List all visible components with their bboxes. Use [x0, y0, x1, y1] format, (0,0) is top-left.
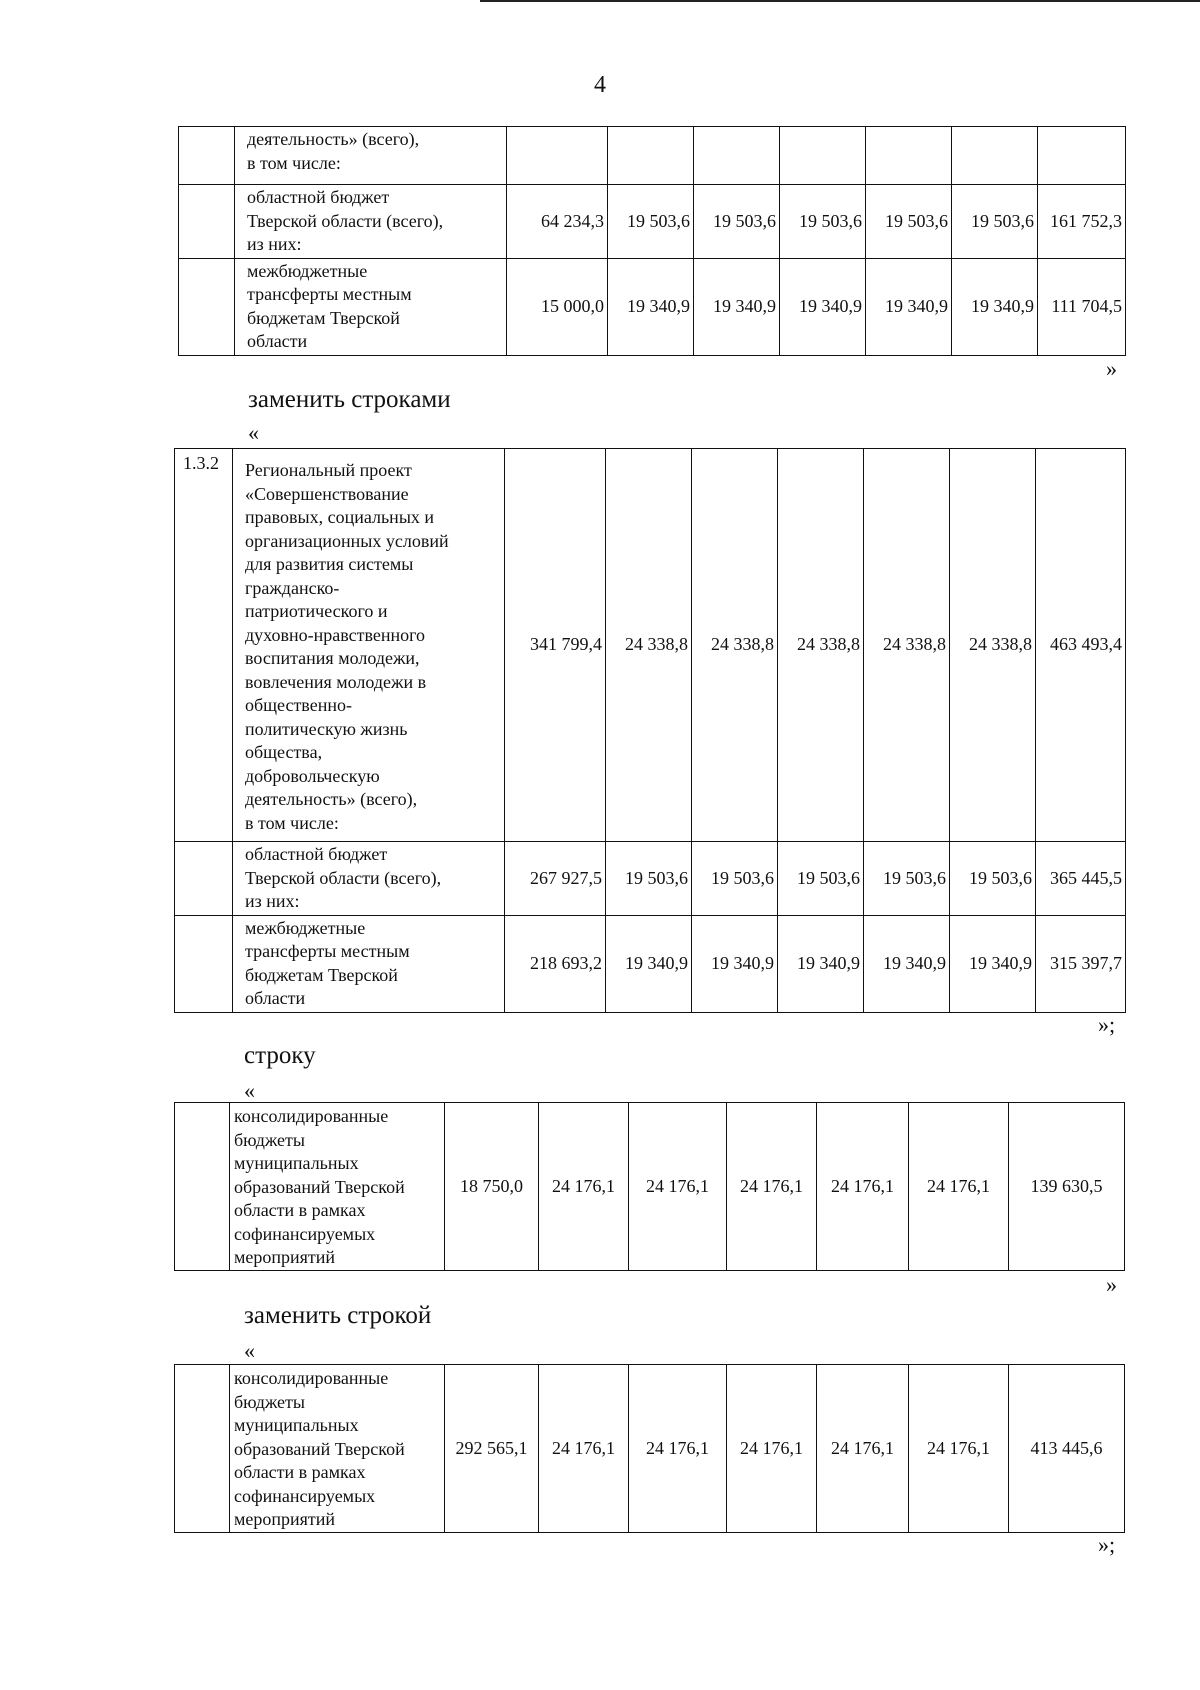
budget-table-replacement-row [174, 1364, 1125, 1533]
value-cell: 19 340,9 [692, 915, 778, 1012]
row-label: Региональный проект «Совершенствование правовых, социальных и организационных условий для развития системы гражданско- патриотического и духовно-нравственного воспитания молодежи, вовлечения молодежи в общественно- политическую жизнь общества, добровольческую деятельность» (всего), в том числе: [233, 449, 505, 842]
closing-quote: » [1106, 356, 1117, 381]
opening-quote: « [244, 1338, 255, 1363]
value-cell: 365 445,5 [1036, 842, 1126, 916]
row-code: 1.3.2 [175, 449, 233, 842]
row-code [175, 1103, 230, 1271]
value-cell: 315 397,7 [1036, 915, 1126, 1012]
value-cell: 111 704,5 [1038, 258, 1126, 355]
closing-quote: »; [1098, 1532, 1116, 1557]
value-cell: 19 340,9 [952, 258, 1038, 355]
value-cell: 19 503,6 [608, 185, 694, 259]
value-cell: 19 340,9 [608, 258, 694, 355]
value-cell: 19 340,9 [866, 258, 952, 355]
instruction-label: строку [244, 1042, 316, 1069]
value-cell: 19 503,6 [950, 842, 1036, 916]
page-number: 4 [594, 72, 606, 98]
value-cell: 24 338,8 [950, 449, 1036, 842]
row-code [175, 842, 233, 916]
value-cell: 341 799,4 [505, 449, 606, 842]
value-cell: 218 693,2 [505, 915, 606, 1012]
value-cell: 24 176,1 [629, 1103, 727, 1271]
row-label: областной бюджет Тверской области (всего), из них: [233, 842, 505, 916]
row-label: областной бюджет Тверской области (всего), из них: [235, 185, 507, 259]
value-cell: 24 176,1 [539, 1365, 629, 1533]
value-cell: 463 493,4 [1036, 449, 1126, 842]
value-cell [507, 127, 608, 185]
budget-table-replacement-rows [174, 448, 1126, 1013]
row-label: межбюджетные трансферты местным бюджетам Тверской области [235, 258, 507, 355]
value-cell: 292 565,1 [445, 1365, 539, 1533]
value-cell [780, 127, 866, 185]
budget-table-original-row [174, 1102, 1125, 1271]
value-cell: 24 176,1 [909, 1103, 1009, 1271]
value-cell: 161 752,3 [1038, 185, 1126, 259]
value-cell: 19 503,6 [778, 842, 864, 916]
value-cell [1038, 127, 1126, 185]
opening-quote: « [244, 1078, 255, 1103]
value-cell: 19 340,9 [778, 915, 864, 1012]
value-cell: 413 445,6 [1009, 1365, 1125, 1533]
value-cell: 19 340,9 [950, 915, 1036, 1012]
value-cell: 24 176,1 [817, 1103, 909, 1271]
value-cell: 18 750,0 [445, 1103, 539, 1271]
closing-quote: » [1106, 1272, 1117, 1297]
value-cell: 19 503,6 [780, 185, 866, 259]
value-cell: 19 340,9 [606, 915, 692, 1012]
value-cell: 24 338,8 [606, 449, 692, 842]
instruction-label: заменить строками [248, 386, 451, 413]
top-border-line [480, 0, 1200, 2]
value-cell: 24 338,8 [692, 449, 778, 842]
value-cell: 24 176,1 [539, 1103, 629, 1271]
opening-quote: « [248, 420, 259, 445]
value-cell [866, 127, 952, 185]
value-cell: 139 630,5 [1009, 1103, 1125, 1271]
row-code [175, 1365, 230, 1533]
value-cell: 19 503,6 [694, 185, 780, 259]
value-cell [608, 127, 694, 185]
value-cell: 24 176,1 [909, 1365, 1009, 1533]
row-label: консолидированные бюджеты муниципальных образований Тверской области в рамках софинансируемых мероприятий [230, 1365, 445, 1533]
value-cell: 24 176,1 [817, 1365, 909, 1533]
value-cell: 19 503,6 [864, 842, 950, 916]
value-cell: 24 338,8 [864, 449, 950, 842]
value-cell: 24 176,1 [629, 1365, 727, 1533]
value-cell: 267 927,5 [505, 842, 606, 916]
closing-quote: »; [1098, 1012, 1116, 1037]
value-cell: 19 340,9 [864, 915, 950, 1012]
value-cell: 24 176,1 [727, 1365, 817, 1533]
value-cell [952, 127, 1038, 185]
row-code [175, 915, 233, 1012]
value-cell: 64 234,3 [507, 185, 608, 259]
value-cell: 19 503,6 [692, 842, 778, 916]
instruction-label: заменить строкой [244, 1302, 432, 1329]
value-cell: 24 176,1 [727, 1103, 817, 1271]
row-code [179, 258, 235, 355]
row-code [179, 127, 235, 185]
value-cell: 19 340,9 [780, 258, 866, 355]
value-cell: 19 503,6 [952, 185, 1038, 259]
row-label: консолидированные бюджеты муниципальных образований Тверской области в рамках софинансируемых мероприятий [230, 1103, 445, 1271]
value-cell: 19 340,9 [694, 258, 780, 355]
value-cell [694, 127, 780, 185]
row-label: межбюджетные трансферты местным бюджетам Тверской области [233, 915, 505, 1012]
value-cell: 19 503,6 [606, 842, 692, 916]
row-label: деятельность» (всего), в том числе: [235, 127, 507, 185]
row-code [179, 185, 235, 259]
value-cell: 24 338,8 [778, 449, 864, 842]
value-cell: 19 503,6 [866, 185, 952, 259]
value-cell: 15 000,0 [507, 258, 608, 355]
budget-table-original-rows [178, 126, 1126, 356]
